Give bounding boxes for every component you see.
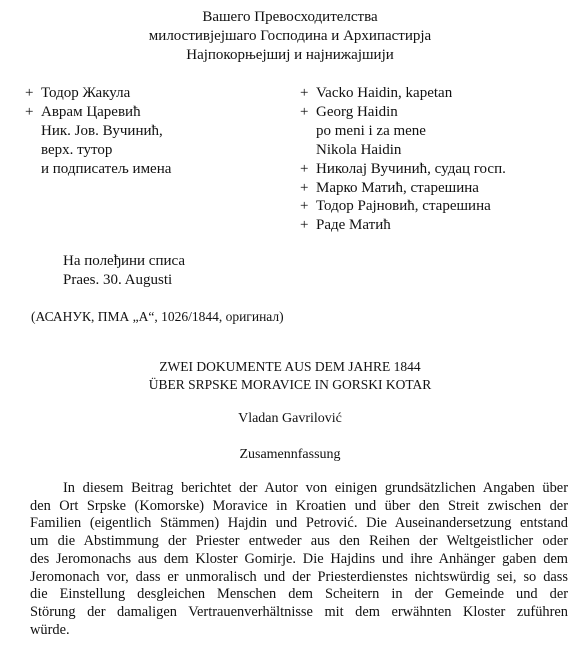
abstract-paragraph	[30, 480, 568, 639]
abstract-line: In diesem Beitrag berichtet der Autor von einigen grundsätzlichen Angaben über	[63, 480, 568, 496]
signature-line	[300, 160, 506, 179]
closing-line: Најпокорњејшиј и најнижајшији	[186, 47, 394, 63]
cross-mark: +	[300, 160, 309, 177]
signature-text: Georg Haidin	[316, 103, 398, 120]
signature-line	[300, 122, 506, 141]
signature-line	[300, 84, 506, 103]
signature-text: Раде Матић	[316, 217, 391, 234]
article-title-line: ZWEI DOKUMENTE AUS DEM JAHRE 1844	[159, 359, 421, 374]
signature-line	[25, 160, 171, 179]
signature-line	[25, 84, 171, 103]
cross-mark: +	[25, 103, 34, 120]
signature-text: Тодор Жакула	[41, 85, 131, 101]
article-title-line: ÜBER SRPSKE MORAVICE IN GORSKI KOTAR	[148, 377, 432, 392]
abstract-line: Jeromonach vor, dass er unmoralisch und der Priesterdienstes nichtswürdig sei, so dass	[30, 568, 568, 585]
signature-text: Vacko Haidin, kapetan	[316, 85, 453, 101]
endorsement-note	[63, 252, 185, 290]
closing-line: милостивјејшаго Господина и Архипастирја	[148, 28, 432, 44]
signature-text: Ник. Јов. Вучинић,	[41, 122, 163, 139]
cross-mark: +	[300, 103, 309, 120]
signatures-left-column	[25, 84, 171, 179]
abstract-line: den Ort Srpske (Komorske) Moravice in Kroatien und über den Streit zwischen der	[30, 497, 568, 514]
signature-line	[300, 216, 506, 235]
signature-text: po meni i za mene	[316, 122, 426, 139]
cross-mark: +	[300, 85, 309, 101]
signature-line	[300, 141, 506, 160]
archive-source-citation: (АСАНУК, ПМА „А“, 1026/1844, оригинал)	[31, 309, 284, 324]
signature-line	[25, 103, 171, 122]
signature-text: Аврам Царевић	[41, 103, 141, 120]
signature-text: верх. тутор	[41, 141, 113, 158]
abstract-line: Störung der damaligen Vertrauenverhältnisse mit dem erwähnten Kloster zuführen	[30, 603, 568, 620]
signature-text: Марко Матић, старешина	[316, 179, 479, 196]
cross-mark: +	[25, 85, 34, 101]
signature-line	[300, 197, 506, 216]
cross-mark: +	[300, 217, 309, 234]
letter-closing	[0, 8, 580, 65]
abstract-line: Familien (eigentlich Stämmen) Hajdin und Petrović. Die Auseinandersetzung entstand	[30, 515, 568, 532]
article-author: Vladan Gavrilović	[238, 411, 342, 426]
signature-line	[25, 122, 171, 141]
abstract-line: würde.	[30, 621, 70, 638]
endorsement-line: Praes. 30. Augusti	[63, 272, 173, 288]
signature-line	[300, 103, 506, 122]
signatures-right-column	[300, 84, 506, 235]
signature-text: и подписатељ имена	[41, 160, 172, 177]
cross-mark: +	[300, 179, 309, 196]
abstract-line: um die Abstimmung der Priester entweder aus den Reihen der Weltgeistlicher oder	[30, 533, 568, 550]
signature-line	[25, 141, 171, 160]
signature-text: Тодор Рајновић, старешина	[316, 198, 491, 215]
cross-mark: +	[300, 198, 309, 215]
abstract-line: die Einstellung desgleichen Menschen dem Scheitern in der Gemeinde und der	[30, 586, 568, 603]
closing-line: Вашего Превосходителства	[202, 9, 378, 25]
signature-text: Nikola Haidin	[316, 141, 402, 158]
article-title	[0, 358, 580, 394]
summary-heading: Zusamennfassung	[239, 447, 341, 462]
signature-line	[300, 179, 506, 198]
endorsement-line: На полеђини списа	[63, 253, 185, 269]
abstract-line: des Jeromonachs aus dem Kloster Gomirje. Die Hajdins und ihre Anhänger gaben dem	[30, 550, 568, 567]
signature-text: Николај Вучинић, судац госп.	[316, 160, 506, 177]
